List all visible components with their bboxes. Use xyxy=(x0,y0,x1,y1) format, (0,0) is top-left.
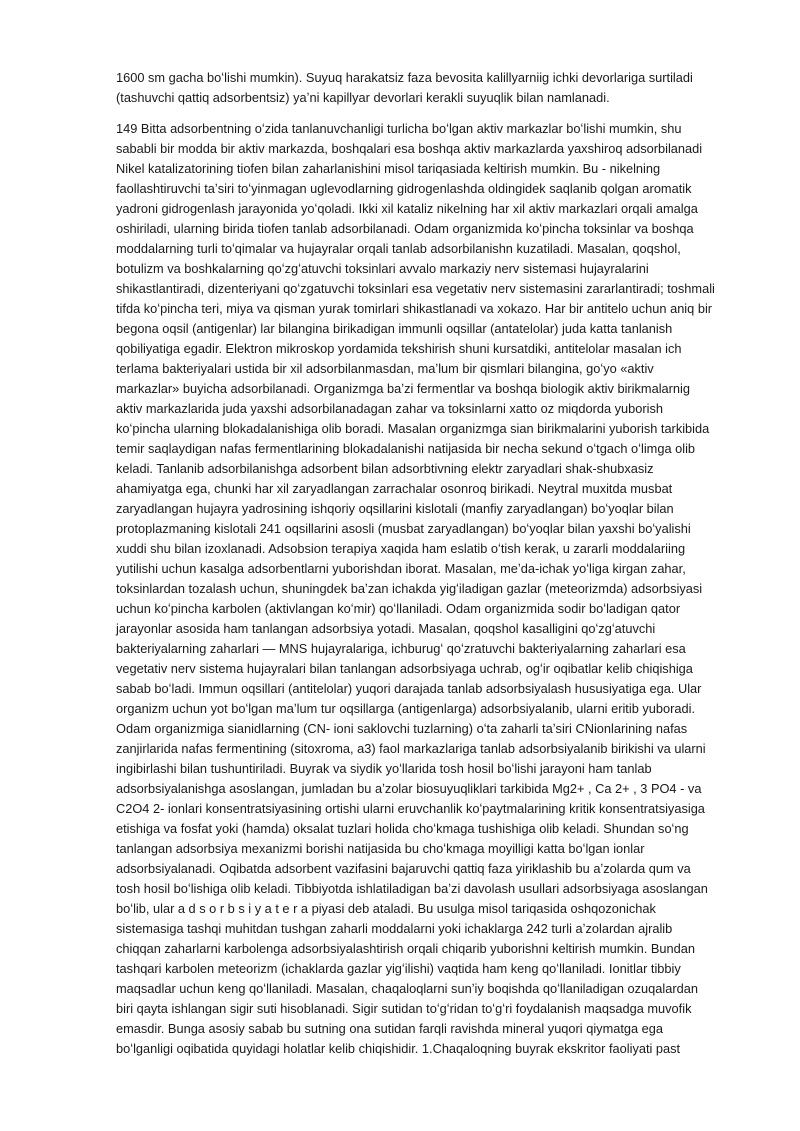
paragraph-1: 1600 sm gacha boʻlishi mumkin). Suyuq harakatsiz faza bevosita kalillyarniig ichki devorlariga surtiladi (tashuvchi qattiq adsorbentsiz) yaʼni kapillyar devorlari kerakli suyuqlik bilan namlanadi. xyxy=(116,70,693,105)
paragraph-2: 149 Bitta adsorbentning oʻzida tanlanuvchanligi turlicha boʻlgan aktiv markazlar boʻlishi mumkin, shu sababli bir modda bir aktiv markazda, boshqalari esa boshqa aktiv markazlarda yaxshiroq adsorbilanadi Nikel katalizatorining tiofen bilan zaharlanishini misol tariqasiada keltirish mumkin. Bu - nikelning faollashtiruvchi taʼsiri toʻyinmagan uglevodlarning gidrogenlashda oldingidek saqlanib qolgan aromatik yadroni gidrogenlash jarayonida yoʻqoladi. Ikki xil kataliz nikelning har xil aktiv markazlari orqali amalga oshiriladi, ularning birida tiofen tanlab adsorbilanadi. Odam organizmida koʻpincha toksinlar va boshqa moddalarning turli toʻqimalar va hujayralar orqali tanlab adsorbilanishn kuzatiladi. Masalan, qoqshol, botulizm va boshkalarning qoʻzgʻatuvchi toksinlari avvalo markaziy nerv sistemasi hujayralarini shikastlantiradi, dizenteriyani qoʻzgatuvchi toksinlari esa vegetativ nerv sistemasini zararlantiradi; toshmali tifda koʻpincha teri, miya va qisman yurak tomirlari shikastlanadi va xokazo. Har bir antitelo uchun aniq bir begona oqsil (antigenlar) lar bilangina birikadigan immunli oqsillar (antatelolar) juda katta tanlanish qobiliyatiga egadir. Elektron mikroskop yordamida tekshirish shuni kursatdiki, antitelolar masalan ich terlama bakteriyalari ustida bir xil adsorbilanmasdan, maʼlum bir qismlari bilangina, goʻyo «aktiv markazlar» buyicha adsorbilanadi. Organizmga baʼzi fermentlar va boshqa biologik aktiv birikmalarnig aktiv markazlarida juda yaxshi adsorbilanadagan zahar va toksinlarni xatto oz miqdorda yuborish koʻpincha ularning blokadalanishiga olib boradi. Masalan organizmga sian birikmalarini yuborish tarkibida temir saqlaydigan nafas fermentlarining blokadalanishi natijasida bir necha sekund oʻtgach oʻlimga olib keladi. Tanlanib adsorbilanishga adsorbent bilan adsorbtivning elektr zaryadlari shak-shubxasiz ahamiyatga ega, chunki har xil zaryadlangan zarrachalar osonroq birikadi. Neytral muxitda musbat zaryadlangan hujayra yadrosining ishqoriy oqsillarini kislotali (manfiy zaryadlangan) boʻyoqlar bilan protoplazmaning kislotali 241 oqsillarini asosli (musbat zaryadlangan) boʻyoqlar bilan yaxshi boʻyalishi xuddi shu bilan izoxlanadi. Adsobsion terapiya xaqida ham eslatib oʻtish kerak, u zararli moddalariing yutilishi uchun kasalga adsorbentlarni yuborishdan iborat. Masalan, meʼda-ichak yoʻliga kirgan zahar, toksinlardan tozalash uchun, shuningdek baʼzan ichakda yigʻiladigan gazlar (meteorizmda) adsorbsiyasi uchun koʻpincha karbolen (aktivlangan koʻmir) qoʻllaniladi. Odam organizmida sodir boʻladigan qator jarayonlar asosida ham tanlangan adsorbsiya yotadi. Masalan, qoqshol kasalligini qoʻzgʻatuvchi bakteriyalarning zaharlari — MNS hujayralariga, ichburugʻ qoʻzratuvchi bakteriyalarning zaharlari esa vegetativ nerv sistema hujayralari bilan tanlangan adsorbsiyaga uchrab, ogʻir oqibatlar kelib chiqishiga sabab boʻladi. Immun oqsillari (antitelolar) yuqori darajada tanlab adsorbsiyalash hususiyatiga ega. Ular organizm uchun yot boʻlgan maʼlum tur oqsillarga (antigenlarga) adsorbsiyalanib, ularni eritib yuboradi. Odam organizmiga sianidlarning (CN- ioni saklovchi tuzlarning) oʻta zaharli taʼsiri CNionlarining nafas zanjirlarida nafas fermentining (sitoxroma, a3) faol markazlariga tanlab adsorbsiyalanib birikishi va ularni ingibirlashi bilan tushuntiriladi. Buyrak va siydik yoʻllarida tosh hosil boʻlishi jarayoni ham tanlab adsorbsiyalanishga asoslangan, jumladan bu aʼzolar biosuyuqliklari tarkibida Mg2+ , Ca 2+ , 3 PO4 - va C2O4 2- ionlari konsentratsiyasining ortishi ularni eruvchanlik koʻpaytmalarining kritik konsentratsiyasiga etishiga va fosfat yoki (hamda) oksalat tuzlari holida choʻkmaga tushishiga olib keladi. Shundan soʻng tanlangan adsorbsiya mexanizmi borishi natijasida bu choʻkmaga moyilligi katta boʻlgan ionlar adsorbsiyalanadi. Oqibatda adsorbent vazifasini bajaruvchi qattiq faza yiriklashib bu aʼzolarda qum va tosh hosil boʻlishiga olib keladi. Tibbiyotda ishlatiladigan baʼzi davolash usullari adsorbsiyaga asoslangan boʻlib, ular a d s o r b s i y a t e r a piyasi deb ataladi. Bu usulga misol tariqasida oshqozonichak sistemasiga tashqi muhitdan tushgan zaharli moddalarni yoki ichaklarga 242 turli aʼzolardan ajralib chiqqan zaharlarni karbolenga adsorbsiyalashtirish orqali chiqarib yuborishni keltirish mumkin. Bundan tashqari karbolen meteorizm (ichaklarda gazlar yigʻilishi) vaqtida ham keng qoʻllaniladi. Ionitlar tibbiy maqsadlar uchun keng qoʻllaniladi. Masalan, chaqaloqlarni sunʼiy boqishda qoʻllaniladigan ozuqalardan biri qayta ishlangan sigir suti hisoblanadi. Sigir sutidan toʻgʻridan toʻgʻri foydalanish maqsadga muvofik emasdir. Bunga asosiy sabab bu sutning ona sutidan farqli ravishda mineral yuqori qiymatga ega boʻlganligi oqibatida quyidagi holatlar kelib chiqishidir. 1.Chaqaloqning buyrak ekskritor faoliyati past xyxy=(116,121,715,1056)
